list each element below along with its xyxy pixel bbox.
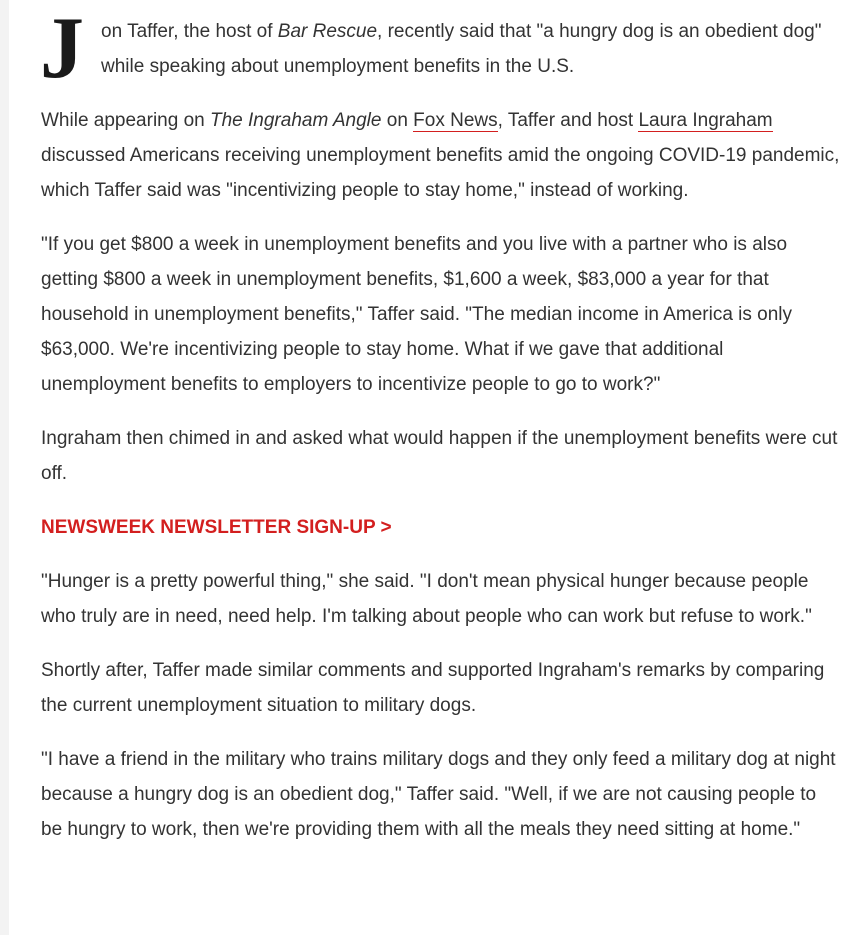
drop-cap: J <box>40 0 84 97</box>
paragraph-military-dogs: Shortly after, Taffer made similar comments and supported Ingraham's remarks by comparing the current unemployment situation to military dogs. <box>41 660 825 716</box>
paragraph-hunger-quote: "Hunger is a pretty powerful thing," she said. "I don't mean physical hunger because people who truly are in need, need help. I'm talking about people who can work but refuse to work." <box>41 571 812 627</box>
text-run: on Taffer, the host of <box>101 21 278 42</box>
paragraph-obedient-dog-quote: "I have a friend in the military who trains military dogs and they only feed a military dog at night because a hungry dog is an obedient dog," Taffer said. "Well, if we are not causing people to be hungry to work, then we're providing them with all the meals they need sitting at home." <box>41 749 836 840</box>
paragraph-intro <box>40 0 841 97</box>
newsletter-signup-link[interactable]: NEWSWEEK NEWSLETTER SIGN-UP > <box>41 517 392 538</box>
text-run: While appearing on <box>41 110 210 131</box>
article-body <box>40 0 841 866</box>
paragraph-ingraham-question: Ingraham then chimed in and asked what would happen if the unemployment benefits were cut off. <box>41 428 838 484</box>
paragraph-ingraham-angle <box>41 103 841 208</box>
show-title-bar-rescue: Bar Rescue <box>277 21 378 42</box>
text-run: on <box>381 110 414 131</box>
text-run: discussed Americans receiving unemployment benefits amid the ongoing COVID-19 pandemic, which Taffer said was "incentivizing people to stay home," instead of working. <box>41 145 840 201</box>
text-run: , Taffer and host <box>497 110 639 131</box>
left-margin-rule <box>0 0 9 935</box>
show-title-ingraham-angle: The Ingraham Angle <box>210 110 382 131</box>
text-run: , recently said that "a hungry dog is an obedient dog" while speaking about unemployment benefits in the U.S. <box>101 21 822 77</box>
link-fox-news[interactable]: Fox News <box>413 110 498 131</box>
paragraph-quote-benefits: "If you get $800 a week in unemployment benefits and you live with a partner who is also getting $800 a week in unemployment benefits, $1,600 a week, $83,000 a year for that household in unemployment benefits," Taffer said. "The median income in America is only $63,000. We're incentivizing people to stay home. What if we gave that additional unemployment benefits to employers to incentivize people to go to work?" <box>41 234 793 395</box>
link-laura-ingraham[interactable]: Laura Ingraham <box>638 110 773 131</box>
